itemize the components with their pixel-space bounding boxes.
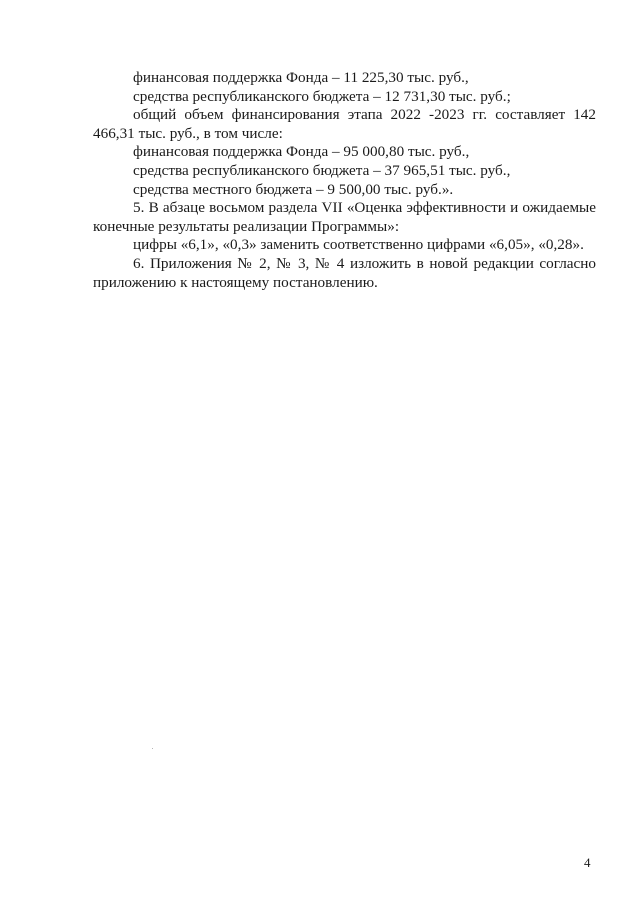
paragraph-item-6: 6. Приложения № 2, № 3, № 4 изложить в новой редакции согласно приложению к настоящему постановлению. xyxy=(93,254,596,291)
paragraph-fund-support-stage1: финансовая поддержка Фонда – 11 225,30 тыс. руб., xyxy=(133,69,469,86)
paragraph-item-5: 5. В абзаце восьмом раздела VII «Оценка эффективности и ожидаемые конечные результаты реализации Программы»: xyxy=(93,199,596,235)
paragraph-total-financing-2022-2023: общий объем финансирования этапа 2022 -2023 гг. составляет 142 466,31 тыс. руб., в том числе: xyxy=(93,106,596,142)
body-text xyxy=(93,69,596,292)
scan-speck xyxy=(152,748,153,749)
paragraph-item-5-figures: цифры «6,1», «0,3» заменить соответственно цифрами «6,05», «0,28». xyxy=(133,236,584,254)
paragraph-fund-support-stage2: финансовая поддержка Фонда – 95 000,80 тыс. руб., xyxy=(133,143,470,161)
page-number: 4 xyxy=(584,855,591,870)
paragraph-local-budget-stage2: средства местного бюджета – 9 500,00 тыс. руб.». xyxy=(133,180,454,198)
paragraph-republic-budget-stage1: средства республиканского бюджета – 12 731,30 тыс. руб.; xyxy=(133,87,511,105)
paragraph-republic-budget-stage2: средства республиканского бюджета – 37 965,51 тыс. руб., xyxy=(133,161,511,179)
